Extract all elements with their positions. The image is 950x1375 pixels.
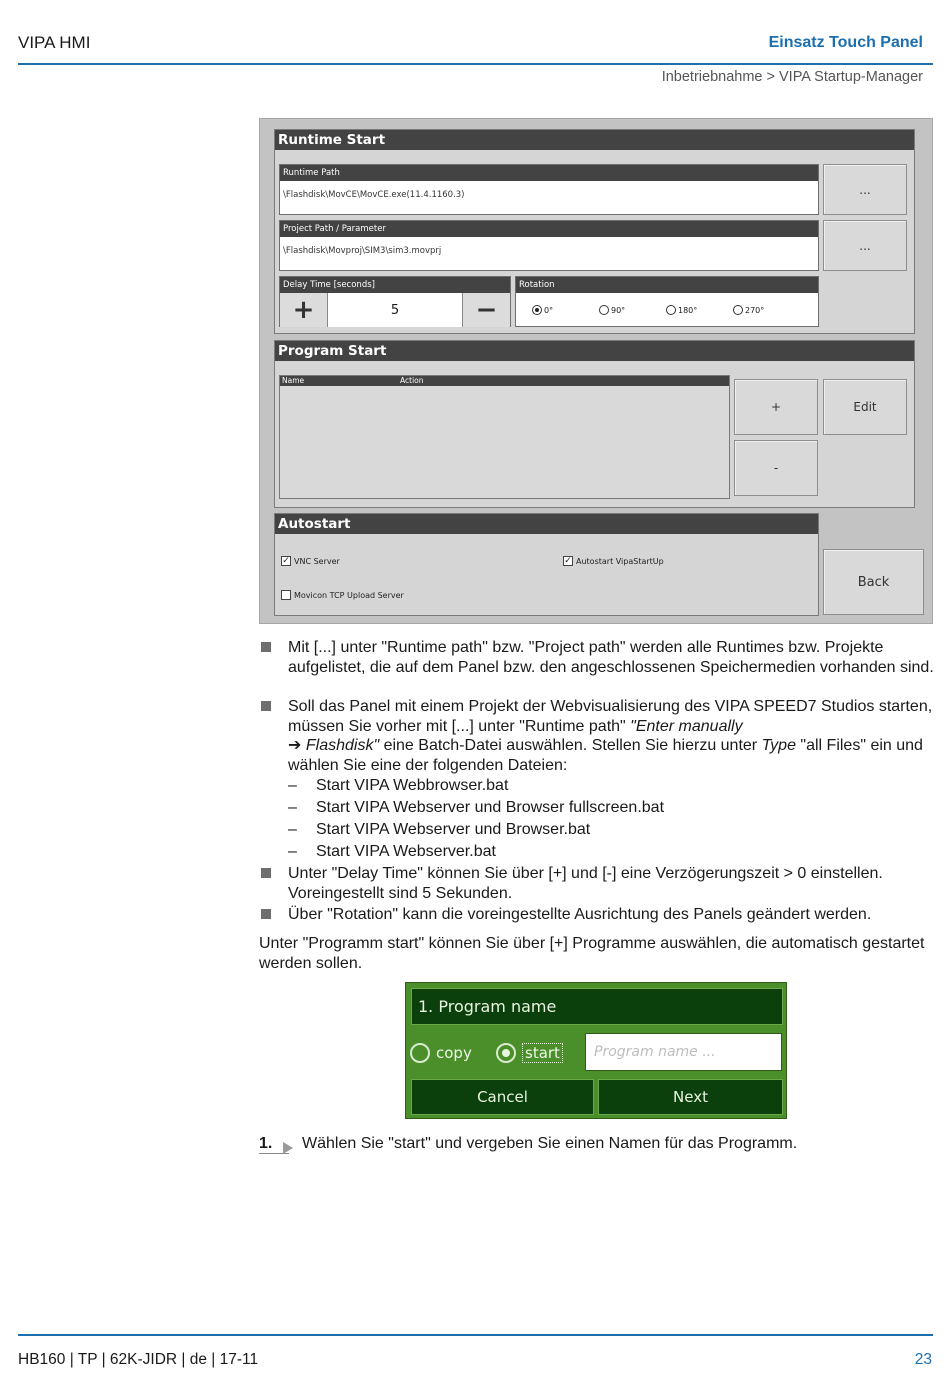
arrow-right-icon: ➔ [288, 737, 302, 754]
bullet-square-icon [261, 909, 271, 919]
bullet-text-part: eine Batch-Datei auswählen. Stellen Sie hierzu unter [379, 737, 762, 754]
rotation-label: Rotation [516, 277, 818, 293]
vnc-server-checkbox[interactable] [281, 556, 340, 566]
back-button[interactable]: Back [823, 549, 924, 615]
bullet-text: Über "Rotation" kann die voreingestellte Ausrichtung des Panels geändert werden. [288, 906, 872, 923]
bullet-text: Unter "Delay Time" können Sie über [+] und [-] eine Verzögerungszeit > 0 einstellen. Voreingestellt sind 5 Sekunden. [288, 865, 883, 902]
bullet-italic: Type [761, 737, 796, 754]
file-item: – Start VIPA Webserver.bat [288, 842, 928, 862]
header-rule [18, 63, 933, 65]
autostart-vipa-checkbox[interactable] [563, 556, 664, 566]
column-action: Action [400, 376, 424, 385]
file-name: Start VIPA Webserver.bat [316, 843, 496, 860]
delay-value: 5 [328, 293, 462, 327]
rotation-option-label: 0° [544, 305, 554, 315]
rotation-option-label: 90° [611, 305, 626, 315]
bullet-delay-time [259, 864, 939, 903]
radio-selected-icon [496, 1043, 516, 1063]
project-path-browse-button[interactable]: ... [823, 220, 907, 271]
checkbox-unchecked-icon [281, 590, 291, 600]
rotation-group [515, 276, 819, 327]
section-title: Einsatz Touch Panel [768, 34, 923, 51]
startup-manager-screenshot [259, 118, 933, 624]
file-name: Start VIPA Webserver und Browser fullscreen.bat [316, 799, 665, 816]
rotation-option-270[interactable] [733, 305, 800, 315]
autostart-vipa-label: Autostart VipaStartUp [576, 556, 664, 566]
cancel-button[interactable]: Cancel [411, 1079, 594, 1115]
program-start-panel [274, 340, 915, 508]
step-arrow-icon [283, 1142, 293, 1154]
program-edit-button[interactable]: Edit [823, 379, 907, 435]
bullet-text [288, 697, 939, 775]
delay-time-group [279, 276, 511, 327]
program-list-header [280, 376, 729, 386]
bullet-square-icon [261, 868, 271, 878]
radio-icon [410, 1043, 430, 1063]
runtime-start-panel [274, 129, 915, 334]
project-path-label: Project Path / Parameter [280, 221, 818, 237]
option-start-label: start [522, 1043, 563, 1063]
breadcrumb: Inbetriebnahme > VIPA Startup-Manager [661, 69, 923, 85]
option-start-radio[interactable] [496, 1043, 563, 1063]
runtime-path-label: Runtime Path [280, 165, 818, 181]
autostart-title: Autostart [275, 514, 818, 534]
step-text: Wählen Sie "start" und vergeben Sie einen Namen für das Programm. [302, 1135, 798, 1152]
bullet-text-part: Soll das Panel mit einem Projekt der Webvisualisierung des VIPA SPEED7 Studios starten, müssen Sie vorher mit [...] unter "Runtime path" [288, 698, 933, 735]
page-number: 23 [914, 1351, 932, 1368]
bullet-square-icon [261, 701, 271, 711]
bullet-text-part: "all Files" ein und wählen Sie eine der folgenden Dateien: [288, 737, 923, 774]
step-number: 1. [259, 1135, 273, 1152]
file-item: – Start VIPA Webserver und Browser.bat [288, 820, 928, 840]
checkbox-checked-icon: ✓ [564, 556, 572, 566]
radio-icon [599, 305, 609, 315]
document-id: HB160 | TP | 62K-JIDR | de | 17-11 [18, 1351, 259, 1368]
program-add-button[interactable]: + [734, 379, 818, 435]
option-copy-radio[interactable] [410, 1043, 472, 1063]
bullet-italic: "Enter manually [630, 717, 743, 735]
project-path-field[interactable]: \Flashdisk\Movproj\SIM3\sim3.movprj [283, 246, 442, 256]
rotation-option-label: 270° [745, 305, 765, 315]
program-start-title: Program Start [275, 341, 914, 361]
runtime-start-title: Runtime Start [275, 130, 914, 150]
rotation-option-0[interactable] [532, 305, 599, 315]
runtime-path-field[interactable]: \Flashdisk\MovCE\MovCE.exe(11.4.1160.3) [283, 190, 465, 200]
next-button[interactable]: Next [598, 1079, 783, 1115]
radio-icon [733, 305, 743, 315]
bullet-rotation [259, 905, 939, 925]
bullet-italic: Flashdisk" [305, 737, 380, 754]
rotation-option-label: 180° [678, 305, 698, 315]
radio-icon [666, 305, 676, 315]
rotation-option-180[interactable] [666, 305, 733, 315]
option-copy-label: copy [436, 1044, 472, 1062]
runtime-path-group [279, 164, 819, 215]
bullet-runtime-path [259, 638, 939, 677]
file-item: – Start VIPA Webbrowser.bat [288, 776, 928, 796]
runtime-path-browse-button[interactable]: ... [823, 164, 907, 215]
movicon-tcp-label: Movicon TCP Upload Server [294, 590, 404, 600]
document-title: VIPA HMI [18, 33, 91, 52]
file-name: Start VIPA Webbrowser.bat [316, 777, 509, 794]
program-list[interactable] [279, 375, 730, 499]
dialog-options-row [406, 1033, 788, 1073]
delay-minus-button[interactable]: − [462, 293, 510, 327]
radio-selected-icon [532, 305, 542, 315]
movicon-tcp-checkbox[interactable] [281, 590, 404, 600]
project-path-group [279, 220, 819, 271]
bullet-webvisualization [259, 697, 939, 775]
delay-plus-button[interactable]: + [280, 293, 328, 327]
program-name-dialog [405, 982, 787, 1119]
program-remove-button[interactable]: - [734, 440, 818, 496]
checkbox-checked-icon: ✓ [282, 556, 290, 566]
column-name: Name [282, 376, 305, 385]
autostart-panel [274, 513, 819, 616]
program-name-input[interactable]: Program name ... [585, 1033, 782, 1071]
vnc-server-label: VNC Server [294, 556, 340, 566]
delay-time-label: Delay Time [seconds] [280, 277, 510, 293]
bullet-square-icon [261, 642, 271, 652]
dialog-title: 1. Program name [411, 988, 783, 1025]
program-start-paragraph: Unter "Programm start" können Sie über [+] Programme auswählen, die automatisch gestartet werden sollen. [259, 935, 925, 972]
footer-rule [18, 1334, 933, 1336]
bullet-text: Mit [...] unter "Runtime path" bzw. "Project path" werden alle Runtimes bzw. Projekte aufgelistet, die auf dem Panel bzw. den angeschlossenen Speichermedien vorhanden sind. [288, 639, 934, 676]
file-name: Start VIPA Webserver und Browser.bat [316, 821, 591, 838]
file-item: – Start VIPA Webserver und Browser fullscreen.bat [288, 798, 928, 818]
rotation-option-90[interactable] [599, 305, 666, 315]
